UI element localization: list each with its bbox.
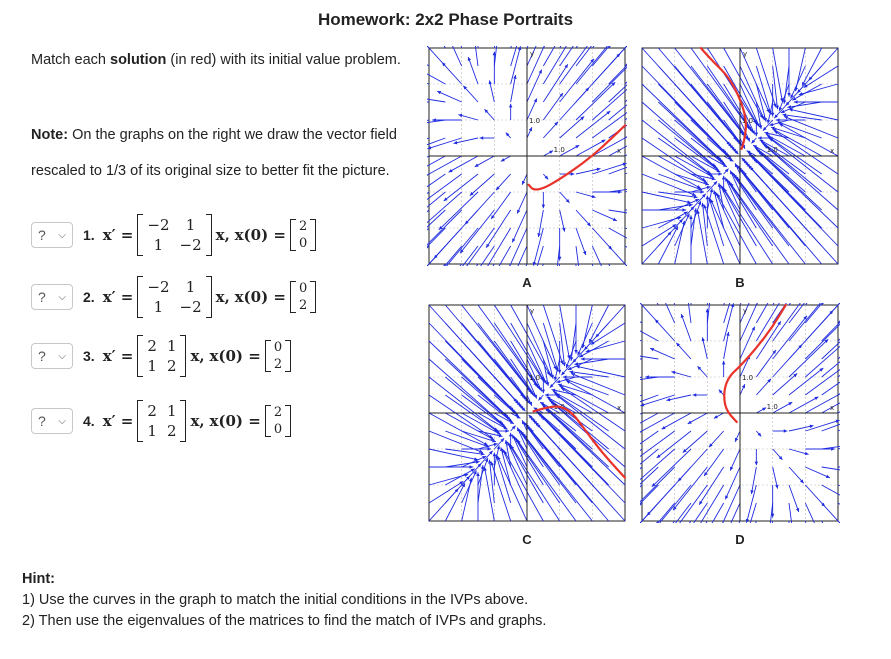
instructions [31,49,401,71]
initial-condition: x(0) = [234,288,286,306]
vector-entry: 2 [298,298,308,313]
matrix [137,335,186,377]
ivp-equation [103,276,321,318]
intro-bold: solution [110,52,167,68]
ivp-equation [103,214,321,256]
lhs: x′ = [102,347,134,365]
vector-arrow [838,521,840,523]
select-value: ? [38,413,46,429]
problem-number: 2. [83,289,95,305]
matrix-entry: 2 [166,357,177,375]
hint-line1: 1) Use the curves in the graph to match the initial conditions in the IVPs above. [22,592,529,608]
chevron-down-icon: ⌵ [58,291,66,303]
matrix-entry: −2 [179,236,202,254]
plot-label-b: B [735,275,745,290]
problem-2 [31,272,320,322]
x-var: x, [215,226,230,244]
initial-condition: x(0) = [209,347,261,365]
matrix-entry: 1 [153,298,164,316]
matrix-entry: 1 [153,236,164,254]
x-axis-label: x [617,147,622,155]
problem-number: 4. [83,413,95,429]
matrix-entry: 1 [166,402,177,420]
problem-3 [31,331,295,381]
x-axis-label: x [830,404,835,412]
matrix-entry: 2 [147,402,157,420]
initial-condition: x(0) = [209,412,261,430]
matrix-entry: 1 [147,357,157,375]
matrix [137,276,211,318]
vector-entry: 2 [273,357,283,372]
plot-label-c: C [522,532,532,547]
answer-select-1[interactable] [31,222,73,248]
vector-arrow [838,303,840,305]
intro-prefix: Match each [31,52,110,68]
matrix-entry: −2 [147,216,170,234]
hint-line2: 2) Then use the eigenvalues of the matrices to find the match of IVPs and graphs. [22,613,547,629]
vector [265,340,291,372]
problem-number: 1. [83,227,95,243]
x-var: x, [190,347,205,365]
matrix [137,214,211,256]
lhs: x′ = [102,288,134,306]
chevron-down-icon: ⌵ [58,229,66,241]
vector-entry: 2 [298,219,308,234]
select-value: ? [38,227,46,243]
plot-label-d: D [735,532,745,547]
initial-condition: x(0) = [234,226,286,244]
note-line1: On the graphs on the right we draw the vector field [68,126,397,143]
phase-portrait-c [427,303,627,523]
x-tick-label: 1.0 [766,403,778,411]
y-tick-label: 1.0 [529,117,541,125]
phase-portrait-a [427,46,627,266]
matrix-entry: 2 [166,422,177,440]
matrix-entry: −2 [179,298,202,316]
note-line2: rescaled to 1/3 of its original size to better fit the picture. [31,163,390,179]
x-var: x, [190,412,205,430]
x-axis-label: x [830,147,835,155]
select-value: ? [38,289,46,305]
y-axis-label: y [743,50,748,58]
plot-label-a: A [522,275,532,290]
chevron-down-icon: ⌵ [58,415,66,427]
vector-entry: 2 [273,405,283,420]
vector-entry: 0 [298,236,308,251]
lhs: x′ = [102,412,134,430]
problem-1 [31,210,320,260]
problem-number: 3. [83,348,95,364]
select-value: ? [38,348,46,364]
vector [290,281,316,313]
vector-entry: 0 [273,422,283,437]
matrix-entry: 2 [147,337,157,355]
vector [265,405,291,437]
y-tick-label: 1.0 [742,117,754,125]
vector-arrow [625,46,627,48]
x-tick-label: 1.0 [553,146,565,154]
vector-entry: 0 [273,340,283,355]
y-tick-label: 1.0 [529,374,541,382]
hint [22,569,546,632]
x-tick-label: 1.0 [553,403,565,411]
answer-select-3[interactable] [31,343,73,369]
matrix-entry: 1 [185,216,196,234]
matrix [137,400,186,442]
y-axis-label: y [530,50,535,58]
y-axis-label: y [530,307,535,315]
answer-select-4[interactable] [31,408,73,434]
x-var: x, [215,288,230,306]
note-label: Note: [31,126,69,143]
page-title: Homework: 2x2 Phase Portraits [317,10,574,29]
ivp-equation [103,335,295,377]
vector [290,219,316,251]
matrix-entry: 1 [147,422,157,440]
x-tick-label: 1.0 [766,146,778,154]
problem-4 [31,396,295,446]
y-axis-label: y [743,307,748,315]
ivp-equation [103,400,295,442]
phase-portrait-d [640,303,840,523]
lhs: x′ = [102,226,134,244]
vector-entry: 0 [298,281,308,296]
chevron-down-icon: ⌵ [58,350,66,362]
y-tick-label: 1.0 [742,374,754,382]
matrix-entry: 1 [185,278,196,296]
intro-suffix: (in red) with its initial value problem. [166,52,401,68]
answer-select-2[interactable] [31,284,73,310]
hint-title: Hint: [22,571,56,587]
note [31,109,401,197]
matrix-entry: −2 [147,278,170,296]
phase-portrait-b [640,46,840,266]
x-axis-label: x [617,404,622,412]
matrix-entry: 1 [166,337,177,355]
vector-arrow [625,264,627,266]
